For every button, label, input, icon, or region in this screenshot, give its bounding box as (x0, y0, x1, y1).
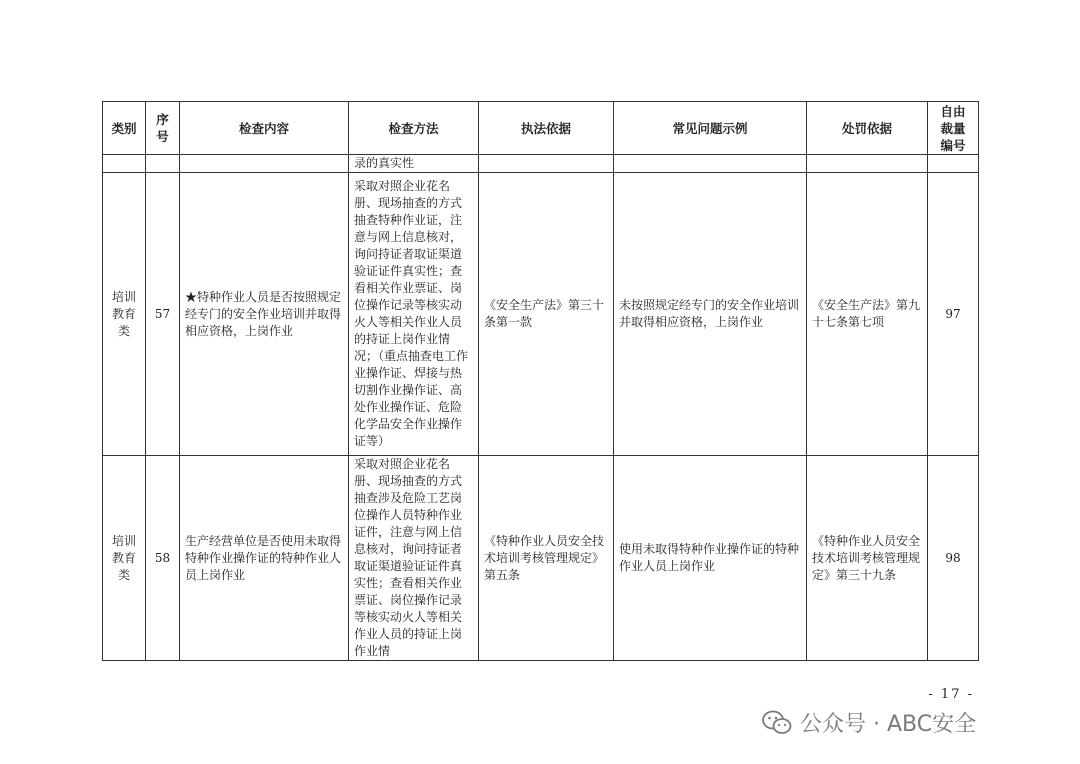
row-problem: 使用未取得特种作业操作证的特种作业人员上岗作业 (614, 456, 807, 661)
row-category-line-1: 培训 (111, 289, 136, 304)
cont-method: 录的真实性 (349, 155, 479, 173)
header-seq-line-1: 序 (156, 112, 169, 127)
row-penalty: 《安全生产法》第九十七条第七项 (807, 173, 928, 456)
row-basis: 《安全生产法》第三十条第一款 (479, 173, 614, 456)
header-basis: 执法依据 (479, 102, 614, 155)
row-seq: 58 (146, 456, 180, 661)
header-method: 检查方法 (349, 102, 479, 155)
row-method: 采取对照企业花名册、现场抽查的方式抽查特种作业证，注意与网上信息核对，询问持证者取证渠道验证证件真实性；查看相关作业票证、岗位操作记录等核实动火人等相关作业人员的持证上岗作业情况；（重点抽查电工作业操作证、焊接与热切割作业操作证、高处作业操作证、危险化学品安全作业操作证等） (349, 173, 479, 456)
watermark (762, 707, 976, 738)
row-code: 98 (928, 456, 979, 661)
header-category: 类别 (103, 102, 146, 155)
cont-content (180, 155, 349, 173)
table-row (103, 456, 979, 661)
header-row (103, 102, 979, 155)
cont-problem (614, 155, 807, 173)
header-problem: 常见问题示例 (614, 102, 807, 155)
row-content: 生产经营单位是否使用未取得特种作业操作证的特种作业人员上岗作业 (180, 456, 349, 661)
cont-category (103, 155, 146, 173)
header-penalty: 处罚依据 (807, 102, 928, 155)
cont-basis (479, 155, 614, 173)
row-category-line-2: 教育 (111, 550, 136, 565)
header-code-line-3: 编号 (940, 137, 966, 153)
row-code: 97 (928, 173, 979, 456)
cont-code (928, 155, 979, 173)
row-method: 采取对照企业花名册、现场抽查的方式抽查涉及危险工艺岗位操作人员特种作业证件，注意与网上信息核对，询问持证者取证渠道验证证件真实性；查看相关作业票证、岗位操作记录等核实动火人等相关作业人员的持证上岗作业情 (349, 456, 479, 661)
row-category-line-1: 培训 (111, 533, 136, 548)
watermark-text: 公众号 · ABC安全 (800, 712, 977, 737)
page-number: - 17 - (928, 687, 974, 702)
header-seq-line-2: 号 (156, 129, 169, 144)
wechat-icon (762, 710, 792, 736)
row-category-line-2: 教育 (111, 306, 136, 321)
header-code-line-1: 自由 (940, 103, 966, 119)
row-category (103, 173, 146, 456)
row-category (103, 456, 146, 661)
continuation-row (103, 155, 979, 173)
row-basis: 《特种作业人员安全技术培训考核管理规定》第五条 (479, 456, 614, 661)
row-category-line-3: 类 (117, 323, 130, 338)
header-code (928, 102, 979, 155)
row-seq: 57 (146, 173, 180, 456)
header-code-line-2: 裁量 (940, 120, 966, 136)
row-category-line-3: 类 (117, 567, 130, 582)
row-content: ★特种作业人员是否按照规定经专门的安全作业培训并取得相应资格，上岗作业 (180, 173, 349, 456)
header-seq (146, 102, 180, 155)
header-content: 检查内容 (180, 102, 349, 155)
cont-penalty (807, 155, 928, 173)
row-problem: 未按照规定经专门的安全作业培训并取得相应资格，上岗作业 (614, 173, 807, 456)
inspection-table (102, 101, 979, 661)
table-row (103, 173, 979, 456)
row-penalty: 《特种作业人员安全技术培训考核管理规定》第三十九条 (807, 456, 928, 661)
cont-seq (146, 155, 180, 173)
